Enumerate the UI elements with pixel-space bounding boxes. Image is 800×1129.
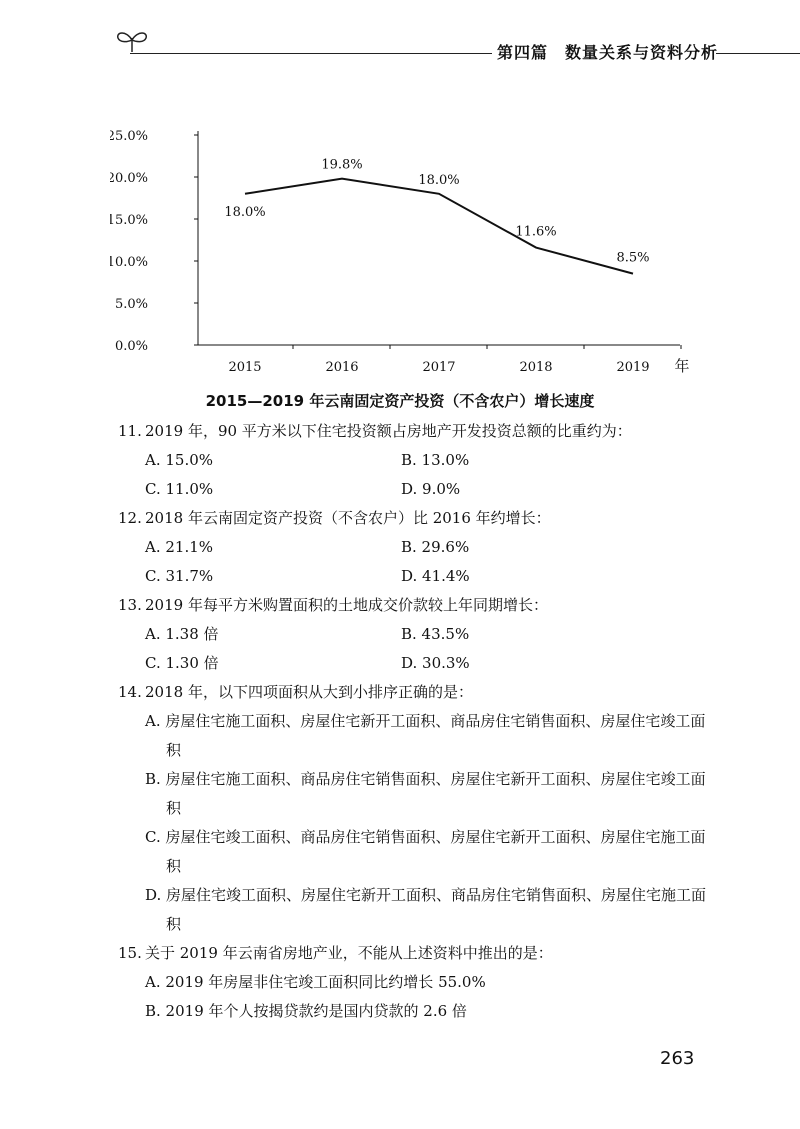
section-title: 第四篇 数量关系与资料分析 [497,43,719,62]
option-a: A. 21.1% [145,538,214,556]
y-tick-label: 0.0% [114,339,148,354]
option-c: C. 11.0% [145,480,214,498]
option-d: D. 30.3% [401,654,470,672]
question-stem [118,591,718,620]
question-15 [118,939,718,1026]
question-number: 13. [118,596,142,614]
data-label: 18.0% [224,204,266,220]
option-b: B. 43.5% [401,625,470,643]
question-number: 11. [118,422,142,440]
option-a: A. 1.38 倍 [145,625,219,643]
question-text: 2019 年，90 平方米以下住宅投资额占房地产开发投资总额的比重约为： [145,422,632,440]
option-b: B. 13.0% [401,451,470,469]
option-d: D. 房屋住宅竣工面积、房屋住宅新开工面积、商品房住宅销售面积、房屋住宅施工面积 [145,886,707,933]
y-tick-label: 20.0% [110,171,148,186]
option-d: D. 41.4% [401,567,470,585]
y-tick-label: 25.0% [110,129,148,144]
y-tick-label: 15.0% [110,213,148,228]
question-text: 2019 年每平方米购置面积的土地成交价款较上年同期增长： [145,596,548,614]
option-d: D. 9.0% [401,480,461,498]
question-text: 2018 年，以下四项面积从大到小排序正确的是： [145,683,473,701]
question-text: 2018 年云南固定资产投资（不含农户）比 2016 年约增长： [145,509,551,527]
question-stem [118,939,718,968]
x-tick-label: 2018 [519,360,553,375]
growth-line-chart [110,115,710,385]
question-stem [118,504,718,533]
option-b: B. 房屋住宅施工面积、商品房住宅销售面积、房屋住宅新开工面积、房屋住宅竣工面积 [145,770,706,817]
x-tick-label: 2016 [325,360,359,375]
question-list [118,417,718,1026]
question-13 [118,591,718,678]
option-a: A. 15.0% [145,451,214,469]
option-a: A. 2019 年房屋非住宅竣工面积同比约增长 55.0% [145,973,486,991]
option-b: B. 29.6% [401,538,470,556]
question-stem [118,417,718,446]
option-b: B. 2019 年个人按揭贷款约是国内贷款的 2.6 倍 [145,1002,467,1020]
data-label: 8.5% [616,250,650,266]
header-rule-left [130,53,492,54]
x-tick-label: 2017 [422,360,456,375]
question-text: 关于 2019 年云南省房地产业，不能从上述资料中推出的是： [145,944,553,962]
data-label: 19.8% [321,157,363,173]
question-number: 12. [118,509,142,527]
option-c: C. 31.7% [145,567,214,585]
x-tick-label: 2015 [228,360,262,375]
question-14 [118,678,718,939]
question-11 [118,417,718,504]
question-number: 14. [118,683,142,701]
header-rule-right [716,53,800,54]
page-header [0,0,800,80]
page-number: 263 [660,1048,695,1069]
option-c: C. 1.30 倍 [145,654,219,672]
question-number: 15. [118,944,142,962]
option-a: A. 房屋住宅施工面积、房屋住宅新开工面积、商品房住宅销售面积、房屋住宅竣工面积 [145,712,706,759]
question-12 [118,504,718,591]
y-tick-label: 10.0% [110,255,148,270]
series-line [245,179,633,274]
x-axis-label: 年 [674,357,690,375]
x-tick-label: 2019 [616,360,650,375]
chart-caption: 2015—2019 年云南固定资产投资（不含农户）增长速度 [205,392,595,410]
option-c: C. 房屋住宅竣工面积、商品房住宅销售面积、房屋住宅新开工面积、房屋住宅施工面积 [145,828,706,875]
sprout-logo-icon [112,26,152,56]
question-stem [118,678,718,707]
data-label: 18.0% [418,172,460,188]
data-label: 11.6% [515,224,557,240]
y-tick-label: 5.0% [114,297,148,312]
